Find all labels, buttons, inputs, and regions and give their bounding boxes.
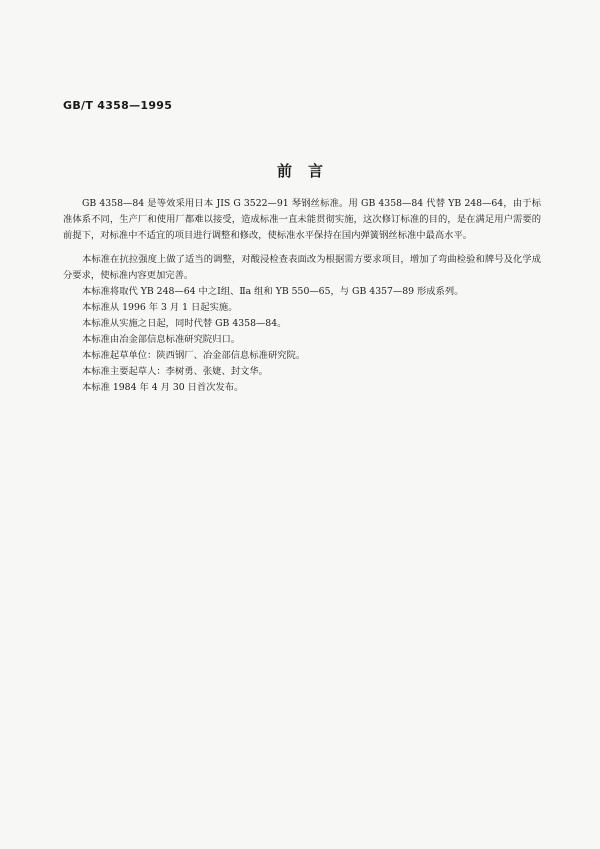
paragraph: 本标准从 1996 年 3 月 1 日起实施。 — [82, 302, 238, 313]
paragraph: 本标准主要起草人：李树勇、张婕、封文华。 — [82, 366, 268, 377]
paragraph: 本标准将取代 YB 248—64 中之Ⅰ组、Ⅱa 组和 YB 550—65，与 GB 4357—89 形成系列。 — [82, 286, 464, 297]
foreword-body — [63, 196, 541, 396]
standard-number: GB/T 4358—1995 — [63, 99, 173, 112]
paragraph: 本标准 1984 年 4 月 30 日首次发布。 — [82, 382, 244, 393]
paragraph: 本标准起草单位：陕西钢厂、冶金部信息标准研究院。 — [82, 350, 306, 361]
paragraph-gap — [63, 244, 541, 252]
paragraph: 本标准由冶金部信息标准研究院归口。 — [82, 334, 241, 345]
paragraph: 本标准在抗拉强度上做了适当的调整，对酸浸检查表面改为根据需方要求项目，增加了弯曲检验和牌号及化学成分要求，使标准内容更加完善。 — [63, 254, 541, 281]
paragraph: 本标准从实施之日起，同时代替 GB 4358—84。 — [82, 318, 287, 329]
page-title: 前言 — [276, 162, 339, 180]
paragraph: GB 4358—84 是等效采用日本 JIS G 3522—91 琴钢丝标准。用 GB 4358—84 代替 YB 248—64，由于标准体系不同，生产厂和使用厂都难以接受，造成标准一直未能贯彻实施，这次修订标准的目的，是在满足用户需要的前提下，对标准中不适宜的项目进行调整和修改，使标准水平保持在国内弹簧钢丝标准中最高水平。 — [63, 198, 541, 241]
